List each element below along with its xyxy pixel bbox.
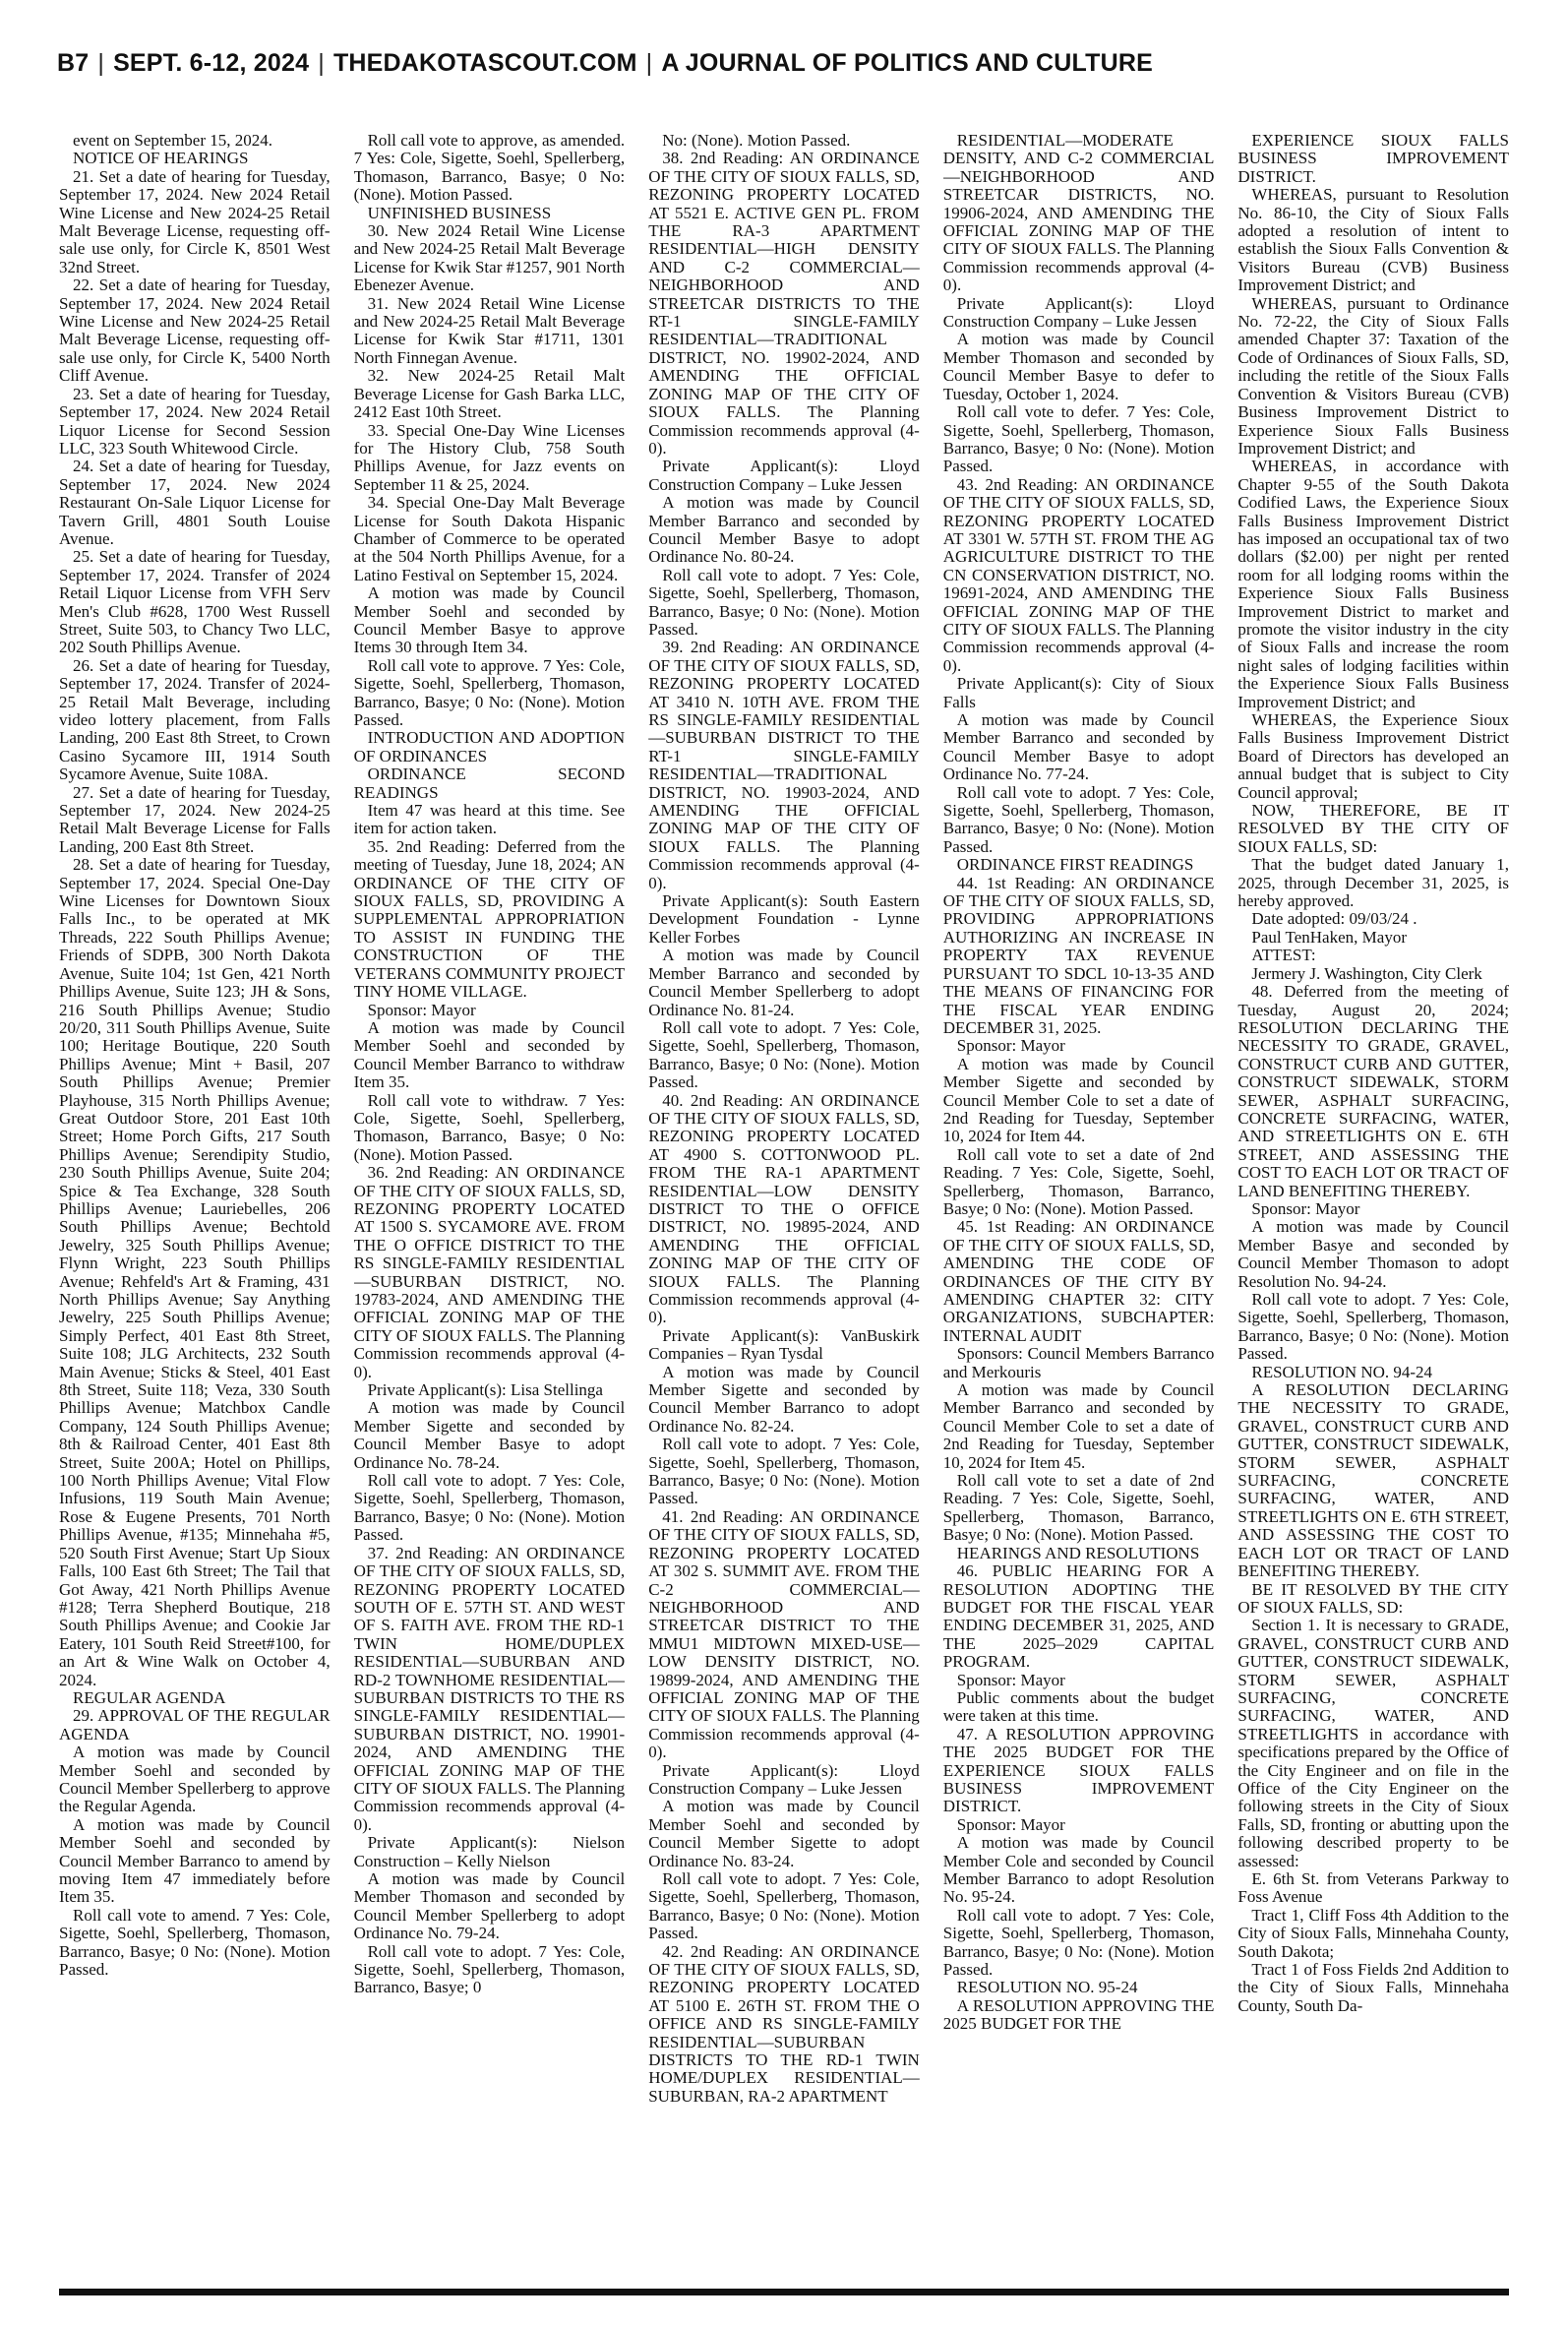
- notice-paragraph: 25. Set a date of hearing for Tuesday, September 17, 2024. Transfer of 2024 Retail Liquor License from VFH Serv Men's Club #628, 1700 West Russell Street, Suite 503, to Chancy Two LLC, 202 South Phillips Avenue.: [59, 547, 331, 657]
- notice-paragraph: BE IT RESOLVED BY THE CITY OF SIOUX FALLS, SD:: [1237, 1579, 1509, 1617]
- notice-paragraph: A motion was made by Council Member Thomason and seconded by Council Member Spellerberg to adopt Ordinance No. 79-24.: [353, 1869, 626, 1943]
- notice-paragraph: Roll call vote to amend. 7 Yes: Cole, Sigette, Soehl, Spellerberg, Thomason, Barranco, Basye; 0 No: (None). Motion Passed.: [59, 1905, 331, 1980]
- notice-paragraph: 29. APPROVAL OF THE REGULAR AGENDA: [59, 1706, 331, 1744]
- notice-paragraph: EXPERIENCE SIOUX FALLS BUSINESS IMPROVEMENT DISTRICT.: [1237, 132, 1509, 186]
- notice-paragraph: A motion was made by Council Member Soehl and seconded by Council Member Spellerberg to approve the Regular Agenda.: [59, 1743, 331, 1816]
- notice-paragraph: 21. Set a date of hearing for Tuesday, September 17, 2024. New 2024 Retail Wine License and New 2024-25 Retail Malt Beverage License, requesting off-sale use only, for Circle K, 8501 West 32nd Street.: [59, 166, 331, 276]
- notice-paragraph: Roll call vote to approve, as amended. 7 Yes: Cole, Sigette, Soehl, Spellerberg, Thomason, Barranco, Basye; 0 No: (None). Motion Passed.: [353, 132, 626, 205]
- notice-paragraph: 46. PUBLIC HEARING FOR A RESOLUTION ADOPTING THE BUDGET FOR THE FISCAL YEAR ENDING DECEMBER 31, 2025, AND THE 2025–2029 CAPITAL PROGRAM.: [942, 1561, 1215, 1672]
- notice-paragraph: A RESOLUTION DECLARING THE NECESSITY TO GRADE, GRAVEL, CONSTRUCT CURB AND GUTTER, CONSTRUCT SIDEWALK, STORM SEWER, ASPHALT SURFACING, CONCRETE SURFACING, WATER, AND STREETLIGHTS ON E. 6TH STREET, AND ASSESSING THE COST TO EACH LOT OR TRACT OF LAND BENEFITING THEREBY.: [1237, 1380, 1509, 1581]
- text-column-5: [1237, 132, 1509, 2283]
- notice-paragraph: WHEREAS, pursuant to Resolution No. 86-10, the City of Sioux Falls adopted a resolution of intent to establish the Sioux Falls Convention & Visitors Bureau (CVB) Business Improvement District; and: [1237, 185, 1509, 295]
- page-number: B7: [57, 49, 90, 77]
- notice-paragraph: A RESOLUTION APPROVING THE 2025 BUDGET FOR THE: [942, 1995, 1215, 2034]
- notice-paragraph: Sponsor: Mayor: [956, 1814, 1065, 1834]
- notice-paragraph: 33. Special One-Day Wine Licenses for The History Club, 758 South Phillips Avenue, for Jazz events on September 11 & 25, 2024.: [353, 420, 626, 494]
- bottom-rule: [59, 2289, 1509, 2295]
- notice-paragraph: 41. 2nd Reading: AN ORDINANCE OF THE CITY OF SIOUX FALLS, SD, REZONING PROPERTY LOCATED AT 302 S. SUMMIT AVE. FROM THE C-2 COMMERCIAL—NEIGHBORHOOD AND STREETCAR DISTRICT TO THE MMU1 MIDTOWN MIXED-USE—LOW DENSITY DISTRICT, NO. 19899-2024, AND AMENDING THE OFFICIAL ZONING MAP OF THE CITY OF SIOUX FALLS. The Planning Commission recommends approval (4-0).: [648, 1506, 920, 1762]
- notice-paragraph: Private Applicant(s): Lloyd Construction Company – Luke Jessen: [942, 293, 1215, 332]
- notice-paragraph: A motion was made by Council Member Barranco and seconded by Council Member Basye to adopt Ordinance No. 80-24.: [648, 493, 920, 567]
- notice-paragraph: Roll call vote to withdraw. 7 Yes: Cole, Sigette, Soehl, Spellerberg, Thomason, Barranco, Basye; 0 No: (None). Motion Passed.: [353, 1090, 626, 1164]
- notice-paragraph: 35. 2nd Reading: Deferred from the meeting of Tuesday, June 18, 2024; AN ORDINANCE OF THE CITY OF SIOUX FALLS, SD, PROVIDING A SUPPLEMENTAL APPROPRIATION TO ASSIST IN FUNDING THE CONSTRUCTION OF THE VETERANS COMMUNITY PROJECT TINY HOME VILLAGE.: [353, 836, 626, 1002]
- notice-paragraph: Tract 1 of Foss Fields 2nd Addition to the City of Sioux Falls, Minnehaha County, South Da-: [1237, 1960, 1509, 2015]
- notice-paragraph: Sponsor: Mayor: [1251, 1198, 1360, 1218]
- notice-paragraph: A motion was made by Council Member Sigette and seconded by Council Member Barranco to adopt Ordinance No. 82-24.: [648, 1362, 920, 1436]
- notice-paragraph: ATTEST:: [1251, 946, 1316, 965]
- issue-date: SEPT. 6-12, 2024: [113, 49, 310, 77]
- notice-paragraph: 47. A RESOLUTION APPROVING THE 2025 BUDGET FOR THE EXPERIENCE SIOUX FALLS BUSINESS IMPROVEMENT DISTRICT.: [942, 1724, 1215, 1816]
- notice-paragraph: Sponsor: Mayor: [956, 1036, 1065, 1056]
- notice-paragraph: 40. 2nd Reading: AN ORDINANCE OF THE CITY OF SIOUX FALLS, SD, REZONING PROPERTY LOCATED AT 4900 S. COTTONWOOD PL. FROM THE RA-1 APARTMENT RESIDENTIAL—LOW DENSITY DISTRICT TO THE O OFFICE DISTRICT, NO. 19895-2024, AND AMENDING THE OFFICIAL ZONING MAP OF THE CITY OF SIOUX FALLS. The Planning Commission recommends approval (4-0).: [648, 1090, 920, 1327]
- notice-paragraph: Roll call vote to adopt. 7 Yes: Cole, Sigette, Soehl, Spellerberg, Thomason, Barranco, Basye; 0 No: (None). Motion Passed.: [648, 565, 920, 639]
- notice-paragraph: Roll call vote to set a date of 2nd Reading. 7 Yes: Cole, Sigette, Soehl, Spellerberg, Thomason, Barranco, Basye; 0 No: (None). Motion Passed.: [942, 1471, 1215, 1545]
- notice-paragraph: Private Applicant(s): VanBuskirk Companies – Ryan Tysdal: [648, 1325, 920, 1364]
- notice-paragraph: No: (None). Motion Passed.: [662, 132, 851, 150]
- notice-paragraph: NOW, THEREFORE, BE IT RESOLVED BY THE CITY OF SIOUX FALLS, SD:: [1237, 801, 1509, 856]
- notice-paragraph: 37. 2nd Reading: AN ORDINANCE OF THE CITY OF SIOUX FALLS, SD, REZONING PROPERTY LOCATED SOUTH OF E. 57TH ST. AND WEST OF S. FAITH AVE. FROM THE RD-1 TWIN HOME/DUPLEX RESIDENTIAL—SUBURBAN AND RD-2 TOWNHOME RESIDENTIAL—SUBURBAN DISTRICTS TO THE RS SINGLE-FAMILY RESIDENTIAL—SUBURBAN DISTRICT, NO. 19901-2024, AND AMENDING THE OFFICIAL ZONING MAP OF THE CITY OF SIOUX FALLS. The Planning Commission recommends approval (4-0).: [353, 1543, 626, 1834]
- header-separator: |: [97, 49, 105, 77]
- notice-paragraph: A motion was made by Council Member Cole and seconded by Council Member Barranco to adopt Resolution No. 95-24.: [942, 1833, 1215, 1907]
- page-header: [57, 49, 1153, 79]
- text-column-1: [59, 132, 331, 2283]
- notice-paragraph: Roll call vote to adopt. 7 Yes: Cole, Sigette, Soehl, Spellerberg, Thomason, Barranco, Basye; 0: [353, 1941, 626, 1997]
- notice-paragraph: 38. 2nd Reading: AN ORDINANCE OF THE CITY OF SIOUX FALLS, SD, REZONING PROPERTY LOCATED AT 5521 E. ACTIVE GEN PL. FROM THE RA-3 APARTMENT RESIDENTIAL—HIGH DENSITY AND C-2 COMMERCIAL—NEIGHBORHOOD AND STREETCAR DISTRICTS TO THE RT-1 SINGLE-FAMILY RESIDENTIAL—TRADITIONAL DISTRICT, NO. 19902-2024, AND AMENDING THE OFFICIAL ZONING MAP OF THE CITY OF SIOUX FALLS. The Planning Commission recommends approval (4-0).: [648, 149, 920, 458]
- notice-paragraph: 24. Set a date of hearing for Tuesday, September 17, 2024. New 2024 Restaurant On-Sale Liquor License for Tavern Grill, 4801 South Louise Avenue.: [59, 457, 331, 548]
- notice-paragraph: That the budget dated January 1, 2025, through December 31, 2025, is hereby approved.: [1237, 855, 1509, 911]
- header-separator: |: [318, 49, 325, 77]
- notice-paragraph: Paul TenHaken, Mayor: [1251, 927, 1407, 947]
- text-column-3: [648, 132, 920, 2283]
- notice-paragraph: RESOLUTION NO. 94-24: [1251, 1362, 1433, 1381]
- notice-paragraph: Public comments about the budget were taken at this time.: [942, 1687, 1215, 1726]
- notice-paragraph: 43. 2nd Reading: AN ORDINANCE OF THE CITY OF SIOUX FALLS, SD, REZONING PROPERTY LOCATED AT 3301 W. 57TH ST. FROM THE AG AGRICULTURE DISTRICT TO THE CN CONSERVATION DISTRICT, NO. 19691-2024, AND AMENDING THE OFFICIAL ZONING MAP OF THE CITY OF SIOUX FALLS. The Planning Commission recommends approval (4-0).: [942, 474, 1215, 675]
- notice-paragraph: Sponsors: Council Members Barranco and Merkouris: [942, 1344, 1215, 1381]
- notice-paragraph: Item 47 was heard at this time. See item for action taken.: [353, 801, 626, 838]
- notice-paragraph: 31. New 2024 Retail Wine License and New 2024-25 Retail Malt Beverage License for Kwik Star #1711, 1301 North Finnegan Avenue.: [353, 293, 626, 367]
- notice-paragraph: Roll call vote to adopt. 7 Yes: Cole, Sigette, Soehl, Spellerberg, Thomason, Barranco, Basye; 0 No: (None). Motion Passed.: [942, 1905, 1215, 1980]
- notice-paragraph: 39. 2nd Reading: AN ORDINANCE OF THE CITY OF SIOUX FALLS, SD, REZONING PROPERTY LOCATED AT 3410 N. 10TH AVE. FROM THE RS SINGLE-FAMILY RESIDENTIAL—SUBURBAN DISTRICT TO THE RT-1 SINGLE-FAMILY RESIDENTIAL—TRADITIONAL DISTRICT, NO. 19903-2024, AND AMENDING THE OFFICIAL ZONING MAP OF THE CITY OF SIOUX FALLS. The Planning Commission recommends approval (4-0).: [648, 638, 920, 892]
- notice-paragraph: Jermery J. Washington, City Clerk: [1251, 963, 1482, 983]
- notice-paragraph: A motion was made by Council Member Soehl and seconded by Council Member Barranco to withdraw Item 35.: [353, 1017, 626, 1092]
- notice-paragraph: WHEREAS, in accordance with Chapter 9-55 of the South Dakota Codified Laws, the Experience Sioux Falls Business Improvement District has imposed an occupational tax of two dollars ($2.00) per night per rented room for all lodging rooms within the Experience Sioux Falls Business Improvement District to market and promote the visitor industry in the city of Sioux Falls and increase the room night sales of lodging facilities within the Experience Sioux Falls Business Improvement District; and: [1237, 457, 1509, 711]
- notice-paragraph: A motion was made by Council Member Soehl and seconded by Council Member Sigette to adopt Ordinance No. 83-24.: [648, 1797, 920, 1870]
- notice-paragraph: 48. Deferred from the meeting of Tuesday, August 20, 2024; RESOLUTION DECLARING THE NECESSITY TO GRADE, GRAVEL, CONSTRUCT CURB AND GUTTER, CONSTRUCT SIDEWALK, STORM SEWER, ASPHALT SURFACING, CONCRETE SURFACING, WATER, AND STREETLIGHTS ON E. 6TH STREET, AND ASSESSING THE COST TO EACH LOT OR TRACT OF LAND BENEFITING THEREBY.: [1237, 982, 1509, 1200]
- header-separator: |: [645, 49, 653, 77]
- notice-paragraph: E. 6th St. from Veterans Parkway to Foss Avenue: [1237, 1869, 1509, 1907]
- notice-paragraph: Tract 1, Cliff Foss 4th Addition to the City of Sioux Falls, Minnehaha County, South Dakota;: [1237, 1905, 1509, 1961]
- notice-paragraph: A motion was made by Council Member Barranco and seconded by Council Member Basye to adopt Ordinance No. 77-24.: [942, 710, 1215, 784]
- notice-paragraph: A motion was made by Council Member Basye and seconded by Council Member Thomason to adopt Resolution No. 94-24.: [1237, 1217, 1509, 1291]
- notice-paragraph: Section 1. It is necessary to GRADE, GRAVEL, CONSTRUCT CURB AND GUTTER, CONSTRUCT SIDEWALK, STORM SEWER, ASPHALT SURFACING, CONCRETE SURFACING, WATER, AND STREETLIGHTS in accordance with specifications prepared by the Office of the City Engineer and on file in the Office of the City Engineer on the following streets in the City of Sioux Falls, SD, fronting or abutting upon the following described property to be assessed:: [1237, 1616, 1509, 1870]
- notice-paragraph: 44. 1st Reading: AN ORDINANCE OF THE CITY OF SIOUX FALLS, SD, PROVIDING APPROPRIATIONS AUTHORIZING AN INCREASE IN PROPERTY TAX REVENUE PURSUANT TO SDCL 10-13-35 AND THE MEANS OF FINANCING FOR THE FISCAL YEAR ENDING DECEMBER 31, 2025.: [942, 873, 1215, 1037]
- notice-paragraph: HEARINGS AND RESOLUTIONS: [956, 1543, 1200, 1562]
- notice-paragraph: INTRODUCTION AND ADOPTION OF ORDINANCES: [353, 728, 626, 765]
- notice-paragraph: Roll call vote to adopt. 7 Yes: Cole, Sigette, Soehl, Spellerberg, Thomason, Barranco, Basye; 0 No: (None). Motion Passed.: [648, 1435, 920, 1508]
- notice-paragraph: Private Applicant(s): Lloyd Construction Company – Luke Jessen: [648, 457, 920, 494]
- notice-paragraph: A motion was made by Council Member Sigette and seconded by Council Member Cole to set a date of 2nd Reading for Tuesday, September 10, 2024 for Item 44.: [942, 1054, 1215, 1146]
- notice-paragraph: WHEREAS, the Experience Sioux Falls Business Improvement District Board of Directors has developed an annual budget that is subject to City Council approval;: [1237, 710, 1509, 802]
- notice-paragraph: 23. Set a date of hearing for Tuesday, September 17, 2024. New 2024 Retail Liquor License for Second Session LLC, 323 South Whitewood Circle.: [59, 384, 331, 458]
- notice-paragraph: Roll call vote to set a date of 2nd Reading. 7 Yes: Cole, Sigette, Soehl, Spellerberg, Thomason, Barranco, Basye; 0 No: (None). Motion Passed.: [942, 1144, 1215, 1218]
- notice-paragraph: 27. Set a date of hearing for Tuesday, September 17, 2024. New 2024-25 Retail Malt Beverage License for Falls Landing, 200 East 8th Street.: [59, 782, 331, 856]
- notice-paragraph: Roll call vote to approve. 7 Yes: Cole, Sigette, Soehl, Spellerberg, Thomason, Barranco, Basye; 0 No: (None). Motion Passed.: [353, 655, 626, 729]
- tagline: A JOURNAL OF POLITICS AND CULTURE: [661, 49, 1153, 77]
- notice-paragraph: REGULAR AGENDA: [73, 1687, 226, 1707]
- notice-paragraph: 30. New 2024 Retail Wine License and New 2024-25 Retail Malt Beverage License for Kwik Star #1257, 901 North Ebenezer Avenue.: [353, 221, 626, 295]
- text-column-4: [943, 132, 1215, 2283]
- notice-paragraph: WHEREAS, pursuant to Ordinance No. 72-22, the City of Sioux Falls amended Chapter 37: Taxation of the Code of Ordinances of Sioux Falls, SD, including the retitle of the Sioux Falls Convention & Visitors Bureau (CVB) Business Improvement District to Experience Sioux Falls Business Improvement District; and: [1237, 293, 1509, 458]
- notice-paragraph: 26. Set a date of hearing for Tuesday, September 17, 2024. Transfer of 2024-25 Retail Malt Beverage, including video lottery placement, from Falls Landing, 200 East 8th Street, to Crown Casino Sycamore III, 1914 South Sycamore Avenue, Suite 108A.: [59, 655, 331, 784]
- legal-notice-columns: [59, 132, 1509, 2283]
- notice-paragraph: ORDINANCE FIRST READINGS: [956, 855, 1194, 875]
- notice-paragraph: RESIDENTIAL—MODERATE DENSITY, AND C-2 COMMERCIAL—NEIGHBORHOOD AND STREETCAR DISTRICTS, NO. 19906-2024, AND AMENDING THE OFFICIAL ZONING MAP OF THE CITY OF SIOUX FALLS. The Planning Commission recommends approval (4-0).: [942, 132, 1215, 295]
- notice-paragraph: RESOLUTION NO. 95-24: [956, 1978, 1138, 1997]
- notice-paragraph: Private Applicant(s): South Eastern Development Foundation - Lynne Keller Forbes: [648, 891, 920, 947]
- notice-paragraph: Sponsor: Mayor: [956, 1670, 1065, 1689]
- notice-paragraph: UNFINISHED BUSINESS: [367, 203, 552, 222]
- notice-paragraph: Roll call vote to adopt. 7 Yes: Cole, Sigette, Soehl, Spellerberg, Thomason, Barranco, Basye; 0 No: (None). Motion Passed.: [648, 1869, 920, 1943]
- notice-paragraph: A motion was made by Council Member Barranco and seconded by Council Member Spellerberg to adopt Ordinance No. 81-24.: [648, 946, 920, 1019]
- notice-paragraph: 32. New 2024-25 Retail Malt Beverage License for Gash Barka LLC, 2412 East 10th Street.: [353, 366, 626, 422]
- notice-paragraph: A motion was made by Council Member Thomason and seconded by Council Member Basye to defer to Tuesday, October 1, 2024.: [942, 330, 1215, 403]
- notice-paragraph: Sponsor: Mayor: [367, 1000, 476, 1019]
- notice-paragraph: A motion was made by Council Member Sigette and seconded by Council Member Basye to adopt Ordinance No. 78-24.: [353, 1398, 626, 1472]
- notice-paragraph: 42. 2nd Reading: AN ORDINANCE OF THE CITY OF SIOUX FALLS, SD, REZONING PROPERTY LOCATED AT 5100 E. 26TH ST. FROM THE O OFFICE AND RS SINGLE-FAMILY RESIDENTIAL—SUBURBAN DISTRICTS TO THE RD-1 TWIN HOME/DUPLEX RESIDENTIAL—SUBURBAN, RA-2 APARTMENT: [648, 1941, 920, 2106]
- notice-paragraph: Private Applicant(s): Lisa Stellinga: [367, 1380, 603, 1400]
- notice-paragraph: NOTICE OF HEARINGS: [73, 149, 249, 168]
- notice-paragraph: 45. 1st Reading: AN ORDINANCE OF THE CITY OF SIOUX FALLS, SD, AMENDING THE CODE OF ORDINANCES OF THE CITY BY AMENDING CHAPTER 32: CITY ORGANIZATIONS, SUBCHAPTER: INTERNAL AUDIT: [942, 1217, 1215, 1345]
- notice-paragraph: 28. Set a date of hearing for Tuesday, September 17, 2024. Special One-Day Wine Licenses for Downtown Sioux Falls Inc., to be operated at MK Threads, 222 South Phillips Avenue; Friends of SDPB, 300 North Dakota Avenue, Suite 104; 1st Gen, 421 North Phillips Avenue, Suite 123; JH & Sons, 216 South Phillips Avenue; Studio 20/20, 311 South Phillips Avenue, Suite 100; Heritage Boutique, 220 South Phillips Avenue; Mint + Basil, 207 South Phillips Avenue; Premier Playhouse, 315 North Phillips Avenue; Great Outdoor Store, 201 East 10th Street; Home Porch Gifts, 217 South Phillips Avenue; Serendipity Studio, 230 South Phillips Avenue, Suite 204; Spice & Tea Exchange, 328 South Phillips Avenue; Lauriebelles, 206 South Phillips Avenue; Bechtold Jewelry, 325 South Phillips Avenue; Flynn Wright, 223 South Phillips Avenue; Rehfeld's Art & Framing, 431 North Phillips Avenue; Say Anything Jewelry, 225 South Phillips Avenue; Simply Perfect, 401 East 8th Street, Suite 108; JLG Architects, 232 South Main Avenue; Sticks & Steel, 401 East 8th Street, Suite 118; Veza, 330 South Phillips Avenue; Matchbox Candle Company, 124 South Phillips Avenue; 8th & Railroad Center, 401 East 8th Street, Suite 200A; Hotel on Phillips, 100 North Phillips Avenue; Vital Flow Infusions, 119 South Main Avenue; Rose & Eugene Presents, 701 North Phillips Avenue, #135; Minnehaha #5, 520 South First Avenue; Start Up Sioux Falls, 100 East 6th Street; The Tail that Got Away, 421 North Phillips Avenue #128; Terra Shepherd Boutique, 218 South Phillips Avenue; and Cookie Jar Eatery, 101 South Reid Street#100, for an Art & Wine Walk on October 4, 2024.: [59, 855, 331, 1689]
- notice-paragraph: Private Applicant(s): City of Sioux Falls: [942, 674, 1215, 711]
- notice-paragraph: 36. 2nd Reading: AN ORDINANCE OF THE CITY OF SIOUX FALLS, SD, REZONING PROPERTY LOCATED AT 1500 S. SYCAMORE AVE. FROM THE O OFFICE DISTRICT TO THE RS SINGLE-FAMILY RESIDENTIAL—SUBURBAN DISTRICT, NO. 19783-2024, AND AMENDING THE OFFICIAL ZONING MAP OF THE CITY OF SIOUX FALLS. The Planning Commission recommends approval (4-0).: [353, 1163, 626, 1381]
- notice-paragraph: Roll call vote to defer. 7 Yes: Cole, Sigette, Soehl, Spellerberg, Thomason, Barranco, Basye; 0 No: (None). Motion Passed.: [942, 402, 1215, 476]
- notice-paragraph: A motion was made by Council Member Soehl and seconded by Council Member Barranco to amend by moving Item 47 immediately before Item 35.: [59, 1814, 331, 1907]
- notice-paragraph: Date adopted: 09/03/24 .: [1251, 909, 1417, 929]
- notice-paragraph: A motion was made by Council Member Barranco and seconded by Council Member Cole to set a date of 2nd Reading for Tuesday, September 10, 2024 for Item 45.: [942, 1380, 1215, 1472]
- text-column-2: [354, 132, 626, 2283]
- notice-paragraph: 22. Set a date of hearing for Tuesday, September 17, 2024. New 2024 Retail Wine License and New 2024-25 Retail Malt Beverage License, requesting off-sale use only, for Circle K, 5400 North Cliff Avenue.: [59, 275, 331, 386]
- notice-paragraph: Roll call vote to adopt. 7 Yes: Cole, Sigette, Soehl, Spellerberg, Thomason, Barranco, Basye; 0 No: (None). Motion Passed.: [648, 1017, 920, 1092]
- notice-paragraph: Private Applicant(s): Lloyd Construction Company – Luke Jessen: [648, 1760, 920, 1798]
- notice-paragraph: Roll call vote to adopt. 7 Yes: Cole, Sigette, Soehl, Spellerberg, Thomason, Barranco, Basye; 0 No: (None). Motion Passed.: [942, 782, 1215, 856]
- notice-paragraph: ORDINANCE SECOND READINGS: [353, 765, 626, 802]
- notice-paragraph: Private Applicant(s): Nielson Construction – Kelly Nielson: [353, 1833, 626, 1870]
- notice-paragraph: Roll call vote to adopt. 7 Yes: Cole, Sigette, Soehl, Spellerberg, Thomason, Barranco, Basye; 0 No: (None). Motion Passed.: [353, 1471, 626, 1545]
- notice-paragraph: Roll call vote to adopt. 7 Yes: Cole, Sigette, Soehl, Spellerberg, Thomason, Barranco, Basye; 0 No: (None). Motion Passed.: [1237, 1290, 1509, 1364]
- site-name: THEDAKOTASCOUT.COM: [332, 49, 637, 77]
- notice-paragraph: event on September 15, 2024.: [73, 132, 273, 150]
- notice-paragraph: 34. Special One-Day Malt Beverage License for South Dakota Hispanic Chamber of Commerce to be operated at the 504 North Phillips Avenue, for a Latino Festival on September 15, 2024.: [353, 493, 626, 584]
- notice-paragraph: A motion was made by Council Member Soehl and seconded by Council Member Basye to approve Items 30 through Item 34.: [353, 583, 626, 657]
